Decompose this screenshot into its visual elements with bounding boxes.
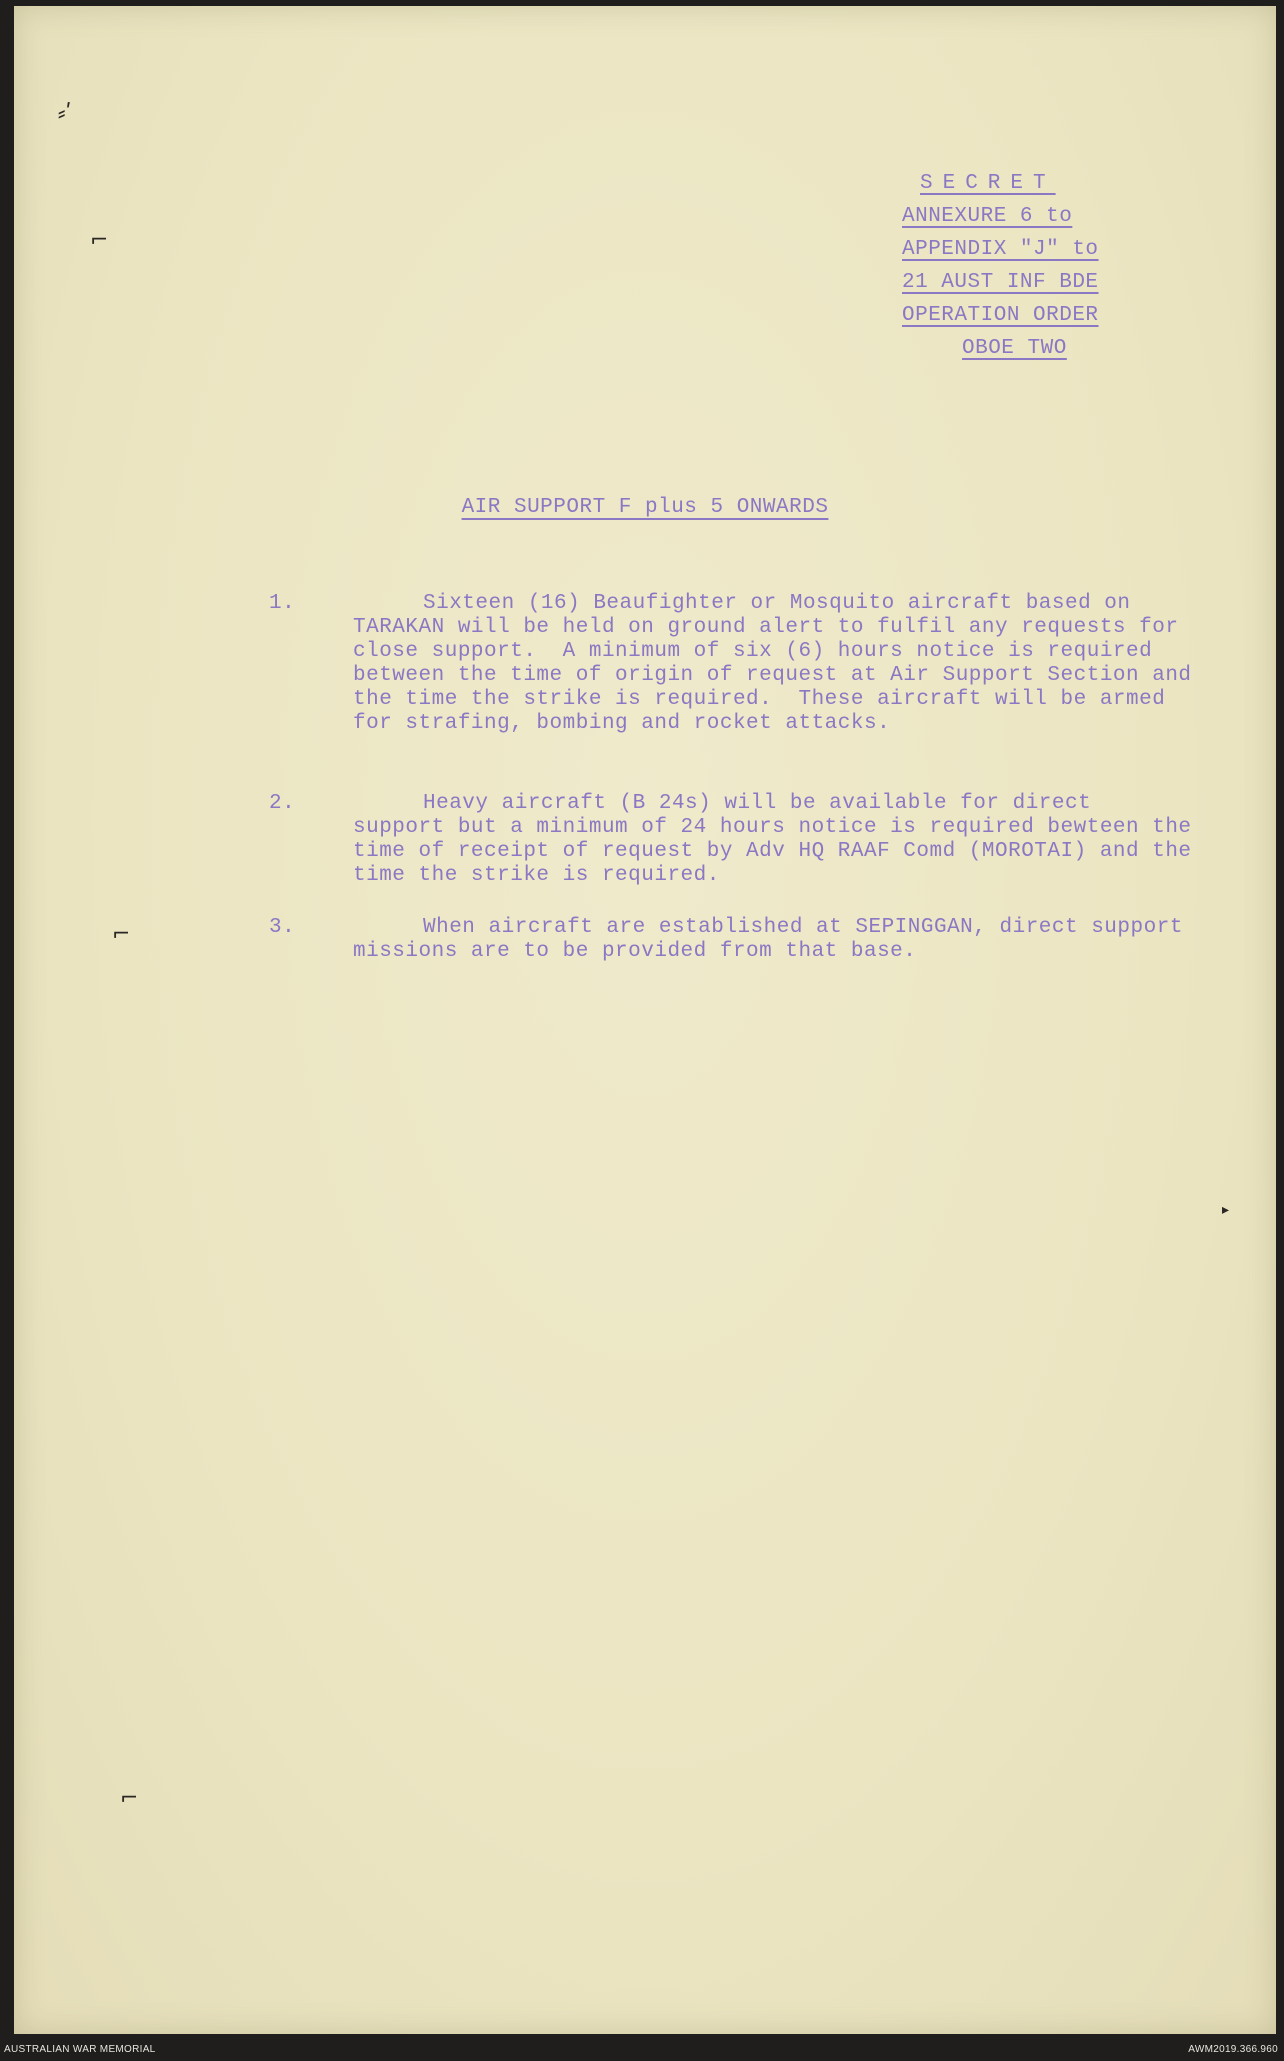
- paragraph-number: 3.: [269, 916, 296, 939]
- paragraph-number: 2.: [269, 792, 296, 815]
- paragraph-text: Heavy aircraft (B 24s) will be available for direct support but a minimum of 24 hours notice is required bewteen the time of receipt of request by Adv HQ RAAF Comd (MOROTAI) and the time the strike is required.: [353, 792, 1205, 887]
- annexure-line: ANNEXURE 6 to: [902, 205, 1073, 228]
- annexure-line: APPENDIX "J" to: [902, 238, 1099, 261]
- paragraph-text: Sixteen (16) Beaufighter or Mosquito aircraft based on TARAKAN will be held on ground alert to fulfil any requests for close support. A minimum of six (6) hours notice is required between the time of origin of request at Air Support Section and the time the strike is required. These aircraft will be armed for strafing, bombing and rocket attacks.: [353, 592, 1205, 735]
- footer-credit: AUSTRALIAN WAR MEMORIAL: [4, 2044, 156, 2055]
- annexure-line: OBOE TWO: [962, 337, 1067, 360]
- classification-marking: SECRET: [920, 172, 1056, 195]
- document-title: AIR SUPPORT F plus 5 ONWARDS: [461, 496, 829, 519]
- pin-mark-icon: ⸗ʹ: [58, 101, 72, 126]
- ink-dot-icon: ▸: [1222, 1202, 1230, 1218]
- punch-hole-icon: ⌐: [90, 228, 109, 253]
- paper-sheet: [14, 6, 1276, 2034]
- footer-accession-number: AWM2019.366.960: [1188, 2044, 1278, 2055]
- punch-hole-icon: ⌐: [120, 1786, 139, 1811]
- punch-hole-icon: ⌐: [112, 922, 131, 947]
- annexure-block: [902, 172, 1152, 360]
- annexure-line: 21 AUST INF BDE: [902, 271, 1099, 294]
- annexure-line: OPERATION ORDER: [902, 304, 1099, 327]
- paragraph-number: 1.: [269, 592, 296, 615]
- paragraph-text: When aircraft are established at SEPINGGAN, direct support missions are to be provided from that base.: [353, 916, 1197, 963]
